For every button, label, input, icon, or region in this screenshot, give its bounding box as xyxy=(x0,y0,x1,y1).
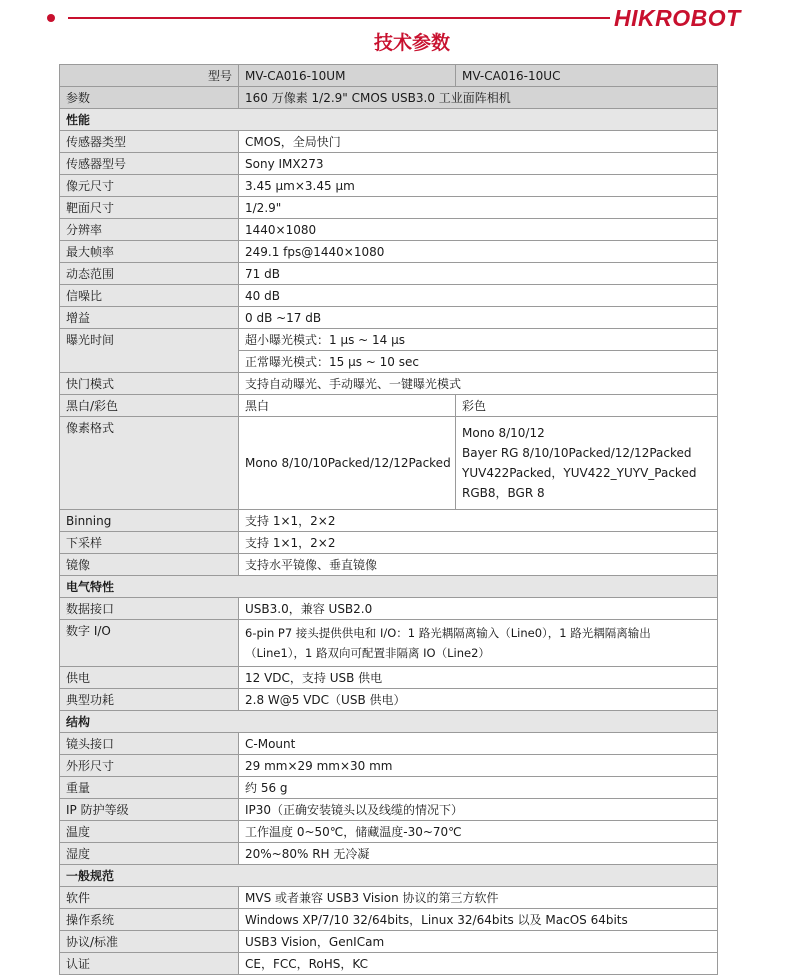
table-row xyxy=(60,395,718,417)
table-row xyxy=(60,373,718,395)
table-row xyxy=(60,197,718,219)
row-key: 典型功耗 xyxy=(60,689,239,711)
table-row xyxy=(60,733,718,755)
table-row xyxy=(60,887,718,909)
row-value: 40 dB xyxy=(239,285,718,307)
row-value: CMOS，全局快门 xyxy=(239,131,718,153)
table-row xyxy=(60,777,718,799)
model-label: 型号 xyxy=(60,65,239,87)
table-row xyxy=(60,667,718,689)
row-key: 传感器型号 xyxy=(60,153,239,175)
model-um: MV-CA016-10UM xyxy=(239,65,456,87)
row-value: 1440×1080 xyxy=(239,219,718,241)
section-header-structure xyxy=(60,711,718,733)
table-row xyxy=(60,620,718,667)
table-row xyxy=(60,285,718,307)
pixel-format-line: YUV422Packed，YUV422_YUYV_Packed xyxy=(462,466,697,480)
row-key: 信噪比 xyxy=(60,285,239,307)
section-title: 一般规范 xyxy=(60,865,718,887)
row-value: 支持自动曝光、手动曝光、一键曝光模式 xyxy=(239,373,718,395)
row-value-um: Mono 8/10/10Packed/12/12Packed xyxy=(239,417,456,510)
row-key: 软件 xyxy=(60,887,239,909)
row-key: 重量 xyxy=(60,777,239,799)
table-row xyxy=(60,843,718,865)
table-row xyxy=(60,219,718,241)
table-row xyxy=(60,598,718,620)
row-value: 正常曝光模式：15 µs ~ 10 sec xyxy=(239,351,718,373)
header-rule xyxy=(68,17,610,19)
row-value: Windows XP/7/10 32/64bits，Linux 32/64bits 以及 MacOS 64bits xyxy=(239,909,718,931)
section-header-general xyxy=(60,865,718,887)
row-key: 外形尺寸 xyxy=(60,755,239,777)
row-value: 71 dB xyxy=(239,263,718,285)
page-title: 技术参数 xyxy=(373,32,450,54)
row-value: 12 VDC，支持 USB 供电 xyxy=(239,667,718,689)
spec-table xyxy=(59,64,718,975)
row-value: 20%~80% RH 无冷凝 xyxy=(239,843,718,865)
model-uc: MV-CA016-10UC xyxy=(456,65,718,87)
row-value-um: 黑白 xyxy=(239,395,456,417)
row-value xyxy=(239,620,718,667)
row-value: MVS 或者兼容 USB3 Vision 协议的第三方软件 xyxy=(239,887,718,909)
pixel-format-line: RGB8，BGR 8 xyxy=(462,486,545,500)
table-row xyxy=(60,909,718,931)
row-value: 0 dB ~17 dB xyxy=(239,307,718,329)
row-value: 支持 1×1，2×2 xyxy=(239,510,718,532)
table-row xyxy=(60,510,718,532)
table-row xyxy=(60,931,718,953)
row-key: 供电 xyxy=(60,667,239,689)
row-key: 数字 I/O xyxy=(60,620,239,667)
param-label: 参数 xyxy=(60,87,239,109)
row-key: 快门模式 xyxy=(60,373,239,395)
row-key: 传感器类型 xyxy=(60,131,239,153)
row-key: 操作系统 xyxy=(60,909,239,931)
row-key: 协议/标准 xyxy=(60,931,239,953)
row-key: 分辨率 xyxy=(60,219,239,241)
row-value-uc: 彩色 xyxy=(456,395,718,417)
row-key: 像元尺寸 xyxy=(60,175,239,197)
row-value: CE，FCC，RoHS，KC xyxy=(239,953,718,975)
table-row xyxy=(60,329,718,351)
row-value: C-Mount xyxy=(239,733,718,755)
section-title: 电气特性 xyxy=(60,576,718,598)
row-key: 黑白/彩色 xyxy=(60,395,239,417)
table-row xyxy=(60,799,718,821)
row-key: 认证 xyxy=(60,953,239,975)
row-key: 动态范围 xyxy=(60,263,239,285)
table-row xyxy=(60,153,718,175)
row-key: 增益 xyxy=(60,307,239,329)
row-value: 工作温度 0~50℃，储藏温度-30~70℃ xyxy=(239,821,718,843)
row-value: Sony IMX273 xyxy=(239,153,718,175)
row-key: 数据接口 xyxy=(60,598,239,620)
row-value: USB3.0，兼容 USB2.0 xyxy=(239,598,718,620)
table-row xyxy=(60,263,718,285)
table-row xyxy=(60,532,718,554)
row-key: IP 防护等级 xyxy=(60,799,239,821)
row-key: 靶面尺寸 xyxy=(60,197,239,219)
row-key: 温度 xyxy=(60,821,239,843)
row-value: 1/2.9" xyxy=(239,197,718,219)
table-row xyxy=(60,554,718,576)
model-description: 160 万像素 1/2.9" CMOS USB3.0 工业面阵相机 xyxy=(239,87,718,109)
table-row xyxy=(60,755,718,777)
row-value: 249.1 fps@1440×1080 xyxy=(239,241,718,263)
digital-io-line: 6-pin P7 接头提供供电和 I/O：1 路光耦隔离输入（Line0），1 路光耦隔离输出 xyxy=(245,626,651,640)
row-key: 像素格式 xyxy=(60,417,239,510)
section-header-electrical xyxy=(60,576,718,598)
row-value: USB3 Vision，GenICam xyxy=(239,931,718,953)
row-value: 支持 1×1，2×2 xyxy=(239,532,718,554)
row-key: 湿度 xyxy=(60,843,239,865)
row-key: 最大帧率 xyxy=(60,241,239,263)
table-row xyxy=(60,953,718,975)
table-row xyxy=(60,87,718,109)
row-value: 29 mm×29 mm×30 mm xyxy=(239,755,718,777)
table-row xyxy=(60,417,718,510)
table-row xyxy=(60,175,718,197)
row-value: 超小曝光模式：1 µs ~ 14 µs xyxy=(239,329,718,351)
row-value: IP30（正确安装镜头以及线缆的情况下） xyxy=(239,799,718,821)
brand-logo: HIKROBOT xyxy=(614,5,741,31)
row-value: 支持水平镜像、垂直镜像 xyxy=(239,554,718,576)
table-row xyxy=(60,307,718,329)
table-row xyxy=(60,131,718,153)
table-row xyxy=(60,241,718,263)
pixel-format-line: Mono 8/10/12 xyxy=(462,426,545,440)
section-title: 性能 xyxy=(60,109,718,131)
row-key: 镜像 xyxy=(60,554,239,576)
table-row xyxy=(60,65,718,87)
pixel-format-line: Bayer RG 8/10/10Packed/12/12Packed xyxy=(462,446,692,460)
row-value-uc xyxy=(456,417,718,510)
row-key: Binning xyxy=(60,510,239,532)
section-title: 结构 xyxy=(60,711,718,733)
digital-io-line: （Line1），1 路双向可配置非隔离 IO（Line2） xyxy=(245,646,490,660)
table-row xyxy=(60,821,718,843)
row-key: 镜头接口 xyxy=(60,733,239,755)
row-value: 3.45 µm×3.45 µm xyxy=(239,175,718,197)
row-key: 下采样 xyxy=(60,532,239,554)
row-value: 2.8 W@5 VDC（USB 供电） xyxy=(239,689,718,711)
table-row xyxy=(60,689,718,711)
row-key: 曝光时间 xyxy=(60,329,239,373)
header-dot xyxy=(47,14,55,22)
row-value: 约 56 g xyxy=(239,777,718,799)
section-header-performance xyxy=(60,109,718,131)
